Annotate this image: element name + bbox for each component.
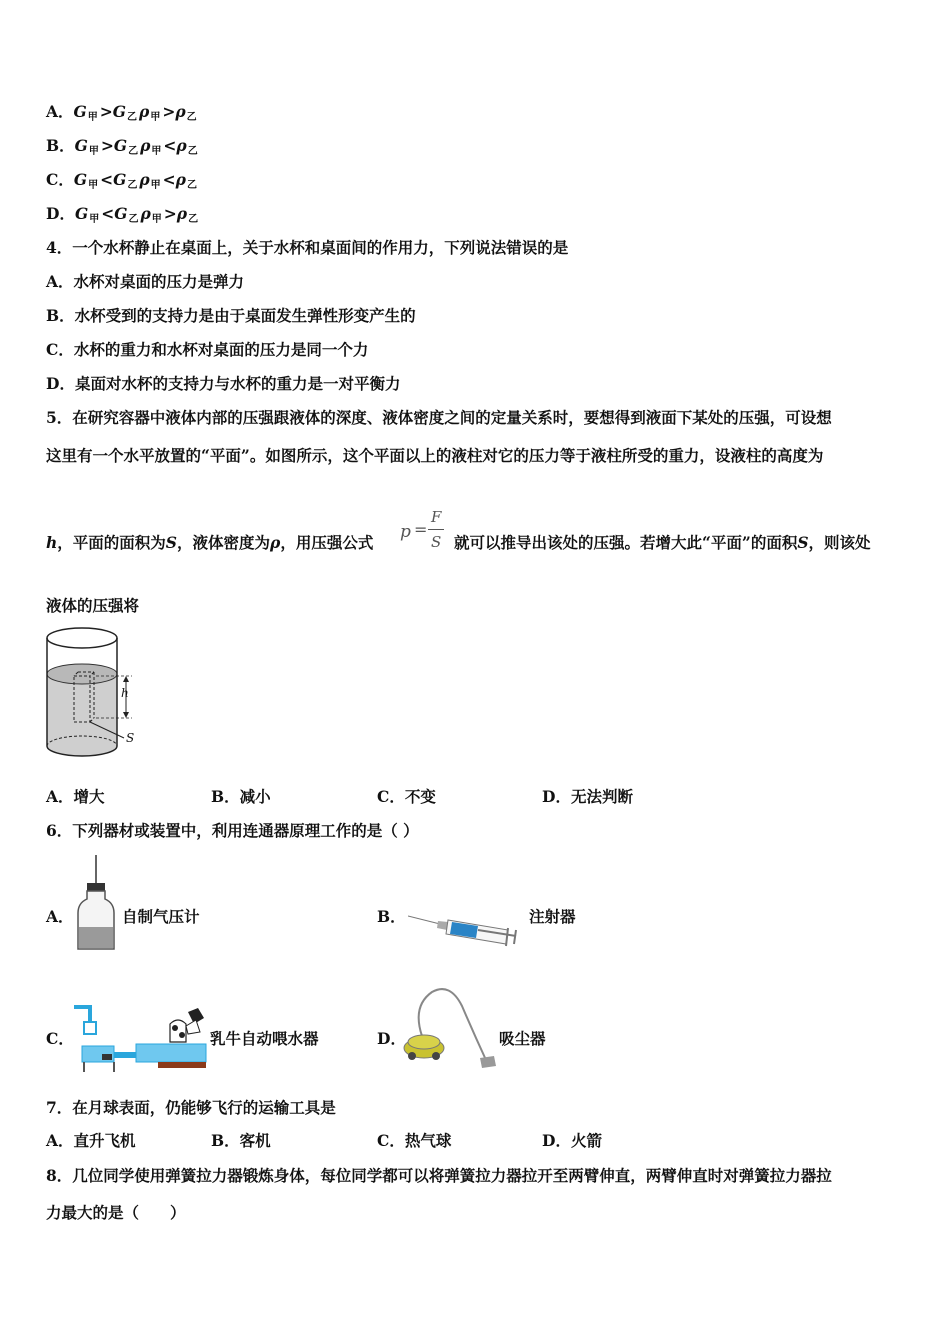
q5-line2: 这里有一个水平放置的“平面”。如图所示，这个平面以上的液柱对它的压力等于液柱所受的重力，设液柱的高度为 xyxy=(46,446,824,465)
q5-line3-left: h，平面的面积为S，液体密度为ρ，用压强公式 xyxy=(46,533,374,552)
pressure-formula xyxy=(397,506,453,556)
q6-option-b-letter: B． xyxy=(377,907,406,926)
q5-option-b: B．减小 xyxy=(211,787,271,806)
q6-option-c-letter: C． xyxy=(46,1029,74,1048)
q7-option-a: A．直升飞机 xyxy=(46,1131,136,1150)
q8-line2: 力最大的是（ ） xyxy=(46,1203,186,1222)
q7-option-c: C．热气球 xyxy=(377,1131,452,1150)
formula-denominator: S xyxy=(431,533,442,551)
q7-option-d: D．火箭 xyxy=(542,1131,602,1150)
formula-equals: = xyxy=(414,520,428,539)
q6-option-d-label: 吸尘器 xyxy=(499,1029,546,1048)
q5-option-c: C．不变 xyxy=(377,787,436,806)
q5-option-a: A．增大 xyxy=(46,787,105,806)
figure-label-s: S xyxy=(126,731,135,745)
q6-option-a-label: 自制气压计 xyxy=(122,907,200,926)
fraction-bar xyxy=(428,529,444,530)
homemade-barometer-image xyxy=(72,855,120,955)
formula-numerator: F xyxy=(431,508,442,526)
q3-option-a: A．G甲 >G乙 ρ甲 >ρ乙 xyxy=(46,102,197,123)
figure-label-h: h xyxy=(121,686,129,700)
formula-p: p xyxy=(400,522,411,542)
q6-option-b-label: 注射器 xyxy=(529,907,576,926)
vacuum-cleaner-image xyxy=(402,986,498,1072)
q5-option-d: D．无法判断 xyxy=(542,787,633,806)
q3-option-d: D．G甲 <G乙 ρ甲 >ρ乙 xyxy=(46,204,199,225)
q4-stem: 4．一个水杯静止在桌面上，关于水杯和桌面间的作用力，下列说法错误的是 xyxy=(46,238,569,257)
q6-option-c-label: 乳牛自动喂水器 xyxy=(210,1029,319,1048)
q4-option-a: A．水杯对桌面的压力是弹力 xyxy=(46,272,245,291)
q4-option-c: C．水杯的重力和水杯对桌面的压力是同一个力 xyxy=(46,340,369,359)
q4-option-d: D．桌面对水杯的支持力与水杯的重力是一对平衡力 xyxy=(46,374,401,393)
q6-stem: 6．下列器材或装置中，利用连通器原理工作的是（ ） xyxy=(46,821,419,840)
cow-water-feeder-image xyxy=(74,1002,208,1074)
q5-line1: 5．在研究容器中液体内部的压强跟液体的深度、液体密度之间的定量关系时，要想得到液面下某处的压强，可设想 xyxy=(46,408,832,427)
syringe-image xyxy=(408,910,526,952)
q7-stem: 7．在月球表面，仍能够飞行的运输工具是 xyxy=(46,1098,336,1117)
q8-line1: 8．几位同学使用弹簧拉力器锻炼身体，每位同学都可以将弹簧拉力器拉开至两臂伸直，两臂伸直时对弹簧拉力器拉 xyxy=(46,1166,832,1185)
q6-option-d-letter: D． xyxy=(377,1029,406,1048)
q6-option-a-letter: A． xyxy=(46,907,74,926)
q3-option-b: B．G甲 >G乙 ρ甲 <ρ乙 xyxy=(46,136,198,157)
q5-line3-right: 就可以推导出该处的压强。若增大此“平面”的面积S，则该处 xyxy=(454,533,871,552)
q4-option-b: B．水杯受到的支持力是由于桌面发生弹性形变产生的 xyxy=(46,306,416,325)
q3-option-c: C．G甲 <G乙 ρ甲 <ρ乙 xyxy=(46,170,197,191)
q5-line4: 液体的压强将 xyxy=(46,596,140,615)
q7-option-b: B．客机 xyxy=(211,1131,271,1150)
